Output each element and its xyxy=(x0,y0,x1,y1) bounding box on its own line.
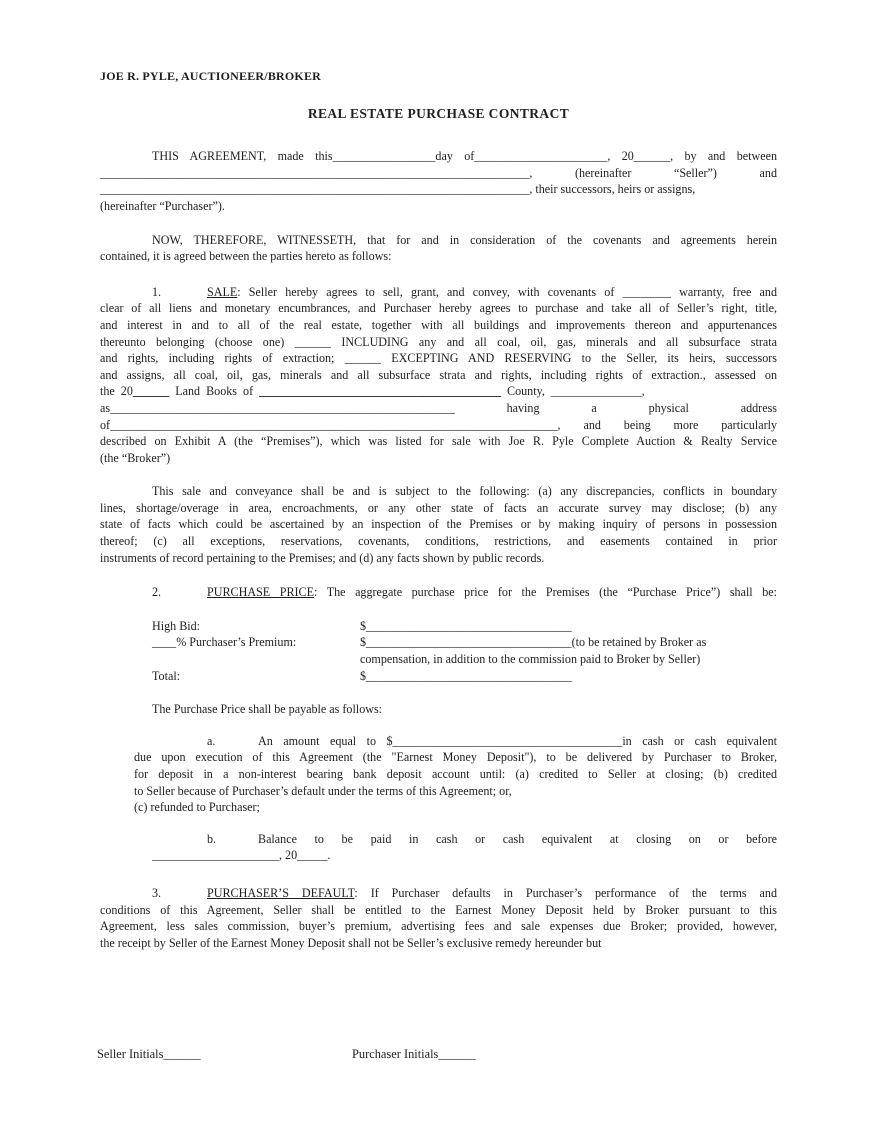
section-2-heading-line xyxy=(100,584,777,601)
intro-line: (hereinafter “Purchaser”). xyxy=(100,198,225,213)
intro-line-purchaser-blank: _______________________________________________________________________, their successors, heirs or assigns, xyxy=(100,182,696,197)
premium-note-label xyxy=(152,651,360,668)
payable-line: The Purchase Price shall be payable as follows: xyxy=(152,702,383,717)
section-3-line: the receipt by Seller of the Earnest Money Deposit shall not be Seller’s exclusive remedy hereunder but xyxy=(100,935,602,950)
payable-paragraph xyxy=(100,701,777,718)
subject-line: instruments of record pertaining to the Premises; and (d) any facts shown by public records. xyxy=(100,550,545,565)
state-blank: _______________ xyxy=(550,384,642,399)
section-2-purchase-price xyxy=(100,584,777,601)
contract-document xyxy=(100,68,777,951)
section-3-line: Agreement, less sales commission, buyer’s premium, advertising fees and sale expenses due Broker; provided, however, xyxy=(100,919,777,934)
section-1-line: (the “Broker”) xyxy=(100,450,171,465)
intro-line-seller-blank: _______________________________________________________________________, (hereinafter “Seller”) and xyxy=(100,165,777,180)
section-1-line: and assigns, all coal, oil, gas, minerals and all subsurface strata and rights, including rights of extraction., assessed on xyxy=(100,367,777,382)
purchaser-initials-blank: ______ xyxy=(438,1047,476,1061)
seller-initials-label: Seller Initials xyxy=(97,1047,164,1061)
subsection-b-number: b. xyxy=(207,831,217,846)
purchasers-premium-label: ____% Purchaser’s Premium: xyxy=(152,635,297,650)
closing-date-blank-line: _____________________, 20_____. xyxy=(152,848,331,863)
section-3-heading-line xyxy=(100,885,777,902)
premium-note-row xyxy=(100,651,777,668)
section-1-line: described on Exhibit A (the “Premises”), which was listed for sale with Joe R. Pyle Complete Auction & Realty Service xyxy=(100,434,777,449)
subsection-b-first-line xyxy=(152,831,777,848)
subsection-b-balance xyxy=(152,831,777,864)
subsection-a-line: due upon execution of this Agreement (the "Earnest Money Deposit"), to be delivered by Purchaser to Broker, xyxy=(134,750,777,765)
subsection-a-line: for deposit in a non-interest bearing bank deposit account until: (a) credited to Seller at closing; (b) credited xyxy=(134,767,777,781)
seller-initials-blank: ______ xyxy=(163,1047,201,1061)
purchasers-premium-amount-blank: $__________________________________(to be retained by Broker as xyxy=(360,635,707,650)
seller-initials xyxy=(97,1046,201,1063)
high-bid-amount-blank: $__________________________________ xyxy=(360,618,572,633)
assessed-as-blank-line: as_________________________________________________________ having a physical address xyxy=(100,400,777,415)
subject-line: state of facts which could be ascertained by an inspection of the Premises or by making inquiry of persons in possession xyxy=(100,517,777,532)
section-2-heading-rest: : The aggregate purchase price for the Premises (the “Purchase Price”) shall be: xyxy=(314,585,777,600)
section-1-sale xyxy=(100,284,777,467)
physical-address-blank-line: of__________________________________________________________________________, and being more particularly xyxy=(100,417,777,432)
section-3-number: 3. xyxy=(152,885,162,900)
high-bid-row xyxy=(100,618,777,635)
broker-header: JOE R. PYLE, AUCTIONEER/BROKER xyxy=(100,69,322,83)
witnesseth-paragraph xyxy=(100,232,777,265)
section-1-line: clear of all liens and monetary encumbrances, and Purchaser hereby agrees to purchase and take all of Seller’s right, title, xyxy=(100,301,777,316)
premium-note-text: compensation, in addition to the commission paid to Broker by Seller) xyxy=(360,652,701,667)
year-blank: ______ xyxy=(132,384,170,399)
high-bid-label: High Bid: xyxy=(152,618,201,633)
land-books-line xyxy=(100,383,777,400)
document-title: REAL ESTATE PURCHASE CONTRACT xyxy=(307,105,570,121)
witnesseth-line: NOW, THEREFORE, WITNESSETH, that for and in consideration of the covenants and agreements herein xyxy=(152,232,777,247)
land-books-end: , xyxy=(641,384,645,399)
section-2-heading: PURCHASE PRICE xyxy=(207,585,315,600)
subsection-a-earnest-money xyxy=(134,733,777,816)
intro-paragraph xyxy=(100,148,777,214)
purchasers-premium-row xyxy=(100,634,777,651)
purchaser-initials xyxy=(352,1046,476,1063)
section-2-number: 2. xyxy=(152,585,162,600)
section-1-line: thereunto belonging (choose one) ______ INCLUDING any and all coal, oil, gas, minerals and all subsurface strata xyxy=(100,334,777,349)
purchaser-initials-label: Purchaser Initials xyxy=(352,1047,439,1061)
total-label: Total: xyxy=(152,668,181,683)
county-name-blank: ________________________________________ xyxy=(259,384,501,399)
land-books-post: County, xyxy=(501,384,551,399)
section-3-heading-rest: : If Purchaser defaults in Purchaser’s performance of the terms and xyxy=(354,885,777,900)
subsection-a-number: a. xyxy=(207,733,216,748)
price-table xyxy=(100,618,777,684)
subsection-a-line: (c) refunded to Purchaser; xyxy=(134,800,260,815)
subsection-a-text: An amount equal to $______________________________________in cash or cash equivalent xyxy=(258,733,777,748)
subsection-a-first-line xyxy=(134,733,777,750)
section-1-heading-line xyxy=(100,284,777,301)
total-row xyxy=(100,668,777,685)
section-1-heading: SALE xyxy=(207,284,238,299)
subsection-a-line: to Seller because of Purchaser’s default under the terms of this Agreement; or, xyxy=(134,783,512,798)
subject-line: lines, shortage/overage in area, encroachments, or any other state of facts an accurate survey may disclose; (b) any xyxy=(100,500,777,515)
section-3-line: conditions of this Agreement, Seller shall be entitled to the Earnest Money Deposit held by Broker pursuant to this xyxy=(100,902,777,917)
section-1-number: 1. xyxy=(152,284,162,299)
section-1-heading-rest: : Seller hereby agrees to sell, grant, and convey, with covenants of ________ warranty, free and xyxy=(237,284,777,299)
intro-line: THIS AGREEMENT, made this_________________day of______________________, 20______, by and between xyxy=(152,149,777,164)
total-amount-blank: $__________________________________ xyxy=(360,668,572,683)
subject-line: This sale and conveyance shall be and is subject to the following: (a) any discrepancies, conflicts in boundary xyxy=(152,484,777,499)
subsection-b-text: Balance to be paid in cash or cash equivalent at closing on or before xyxy=(258,831,777,846)
land-books-pre: the 20 xyxy=(100,384,133,399)
section-3-heading: PURCHASER’S DEFAULT xyxy=(207,885,355,900)
land-books-mid: Land Books of xyxy=(169,384,260,399)
section-1-line: and interest in and to all of the real estate, together with all buildings and improvements thereon and appurtenances xyxy=(100,317,777,332)
subject-to-paragraph xyxy=(100,483,777,566)
section-1-line: and rights, including rights of extraction; ______ EXCEPTING AND RESERVING to the Seller, its heirs, successors xyxy=(100,351,777,366)
witnesseth-line: contained, it is agreed between the parties hereto as follows: xyxy=(100,249,392,264)
subject-line: thereof; (c) all exceptions, reservations, covenants, conditions, restrictions, and easements contained in prior xyxy=(100,534,777,549)
section-3-purchasers-default xyxy=(100,885,777,951)
initials-footer xyxy=(0,1046,877,1066)
